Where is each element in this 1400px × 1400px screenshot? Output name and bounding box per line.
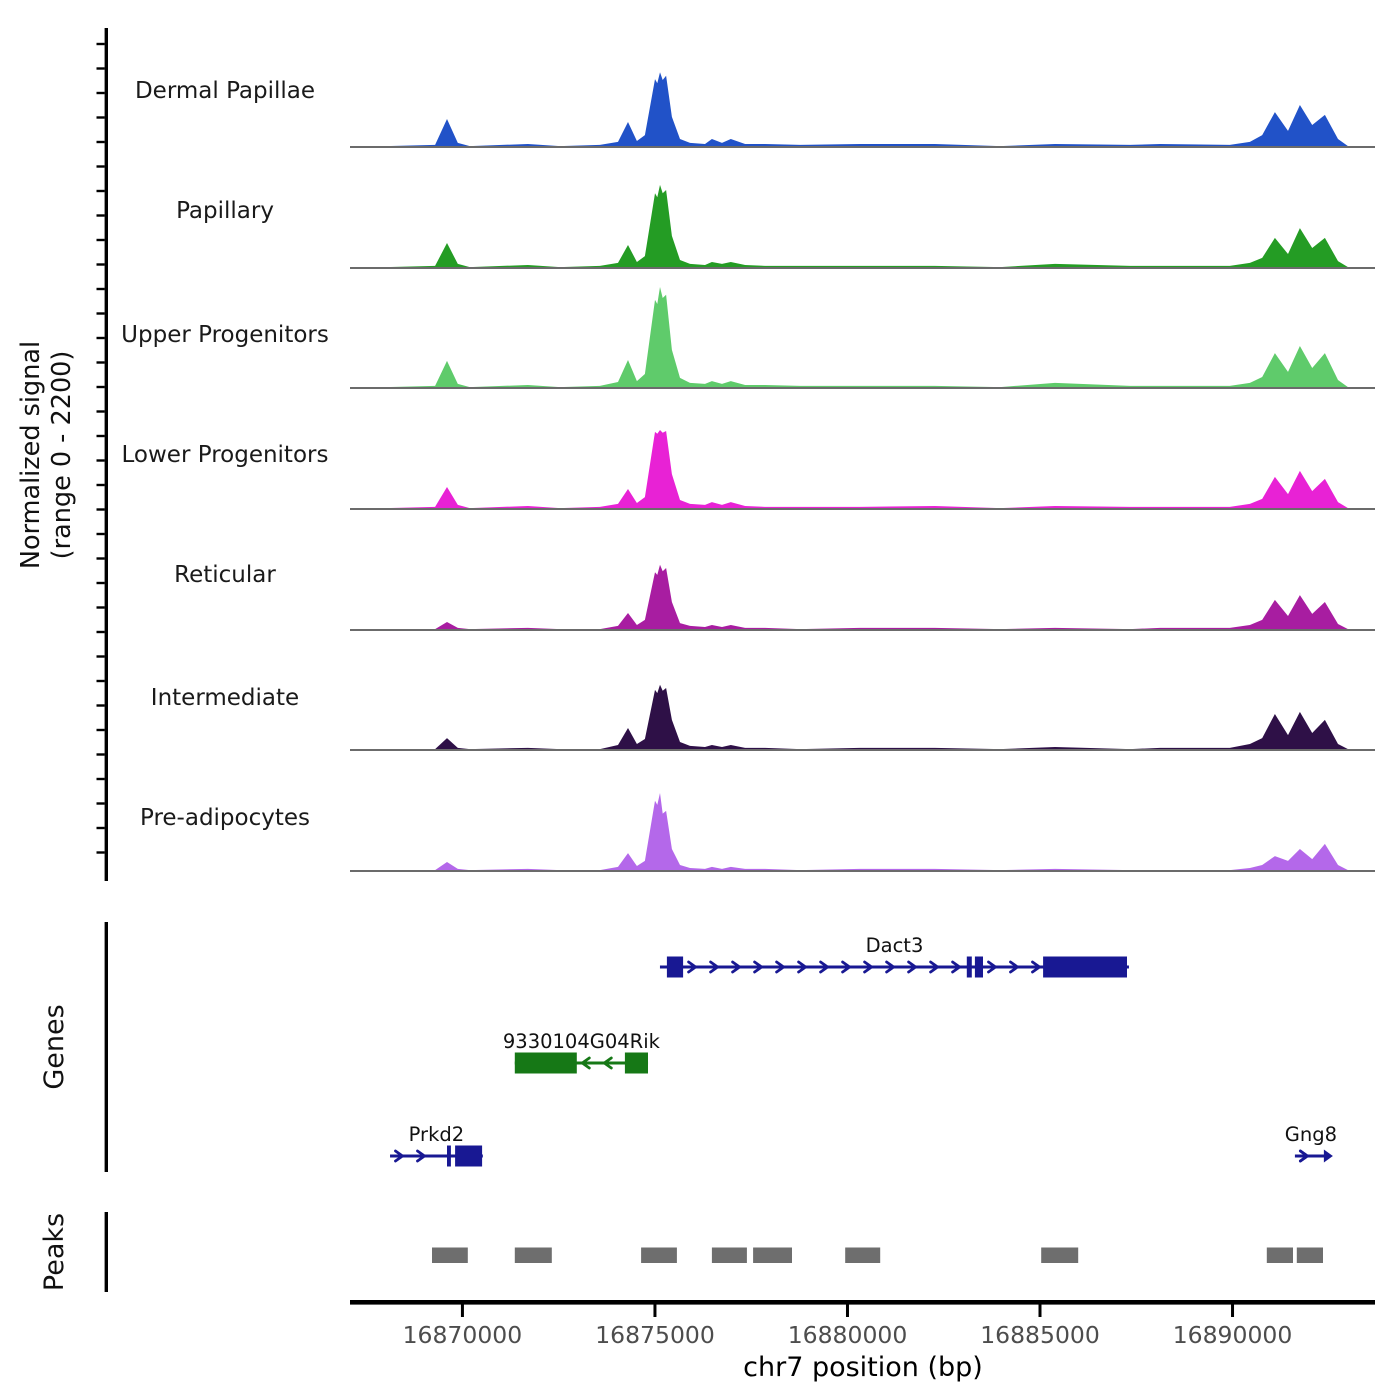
x-tick-label: 16870000 (402, 1321, 523, 1349)
signal-area (350, 685, 1375, 750)
signal-area (350, 430, 1375, 509)
gene-arrowhead-icon (1324, 1150, 1333, 1163)
signal-track-papillary (350, 185, 1375, 268)
signal-area (350, 793, 1375, 871)
peak-interval (1041, 1248, 1078, 1264)
gene-label-gng8: Gng8 (1284, 1123, 1338, 1146)
gene-model-prkd2 (390, 1123, 483, 1167)
gene-model-gng8 (1285, 1123, 1337, 1163)
peak-interval (845, 1248, 880, 1264)
gene-exon (515, 1053, 577, 1074)
signal-track-dermal-papillae (350, 72, 1375, 147)
track-label-intermediate: Intermediate (150, 685, 300, 711)
signal-track-reticular (350, 565, 1375, 630)
x-axis (350, 1300, 1375, 1349)
peaks-row (432, 1248, 1323, 1264)
signal-track-pre-adipocytes (350, 793, 1375, 871)
gene-exon (1043, 957, 1127, 978)
x-tick-label: 16875000 (595, 1321, 715, 1349)
track-label-pre-adipocytes: Pre-adipocytes (139, 805, 311, 831)
gene-exon (455, 1146, 482, 1167)
peak-interval (515, 1248, 552, 1264)
gene-exon (967, 957, 972, 978)
signal-area (350, 287, 1375, 388)
gene-model-9330104g04rik (503, 1030, 661, 1074)
x-tick-label: 16890000 (1172, 1321, 1293, 1349)
y-axis-label-line2: (range 0 - 2200) (47, 350, 77, 560)
gene-exon (975, 957, 983, 978)
gene-label-prkd2: Prkd2 (408, 1123, 465, 1146)
signal-track-intermediate (350, 685, 1375, 750)
peak-interval (712, 1248, 747, 1264)
gene-label-9330104g04rik: 9330104G04Rik (502, 1030, 660, 1053)
x-tick-label: 16885000 (980, 1321, 1100, 1349)
gene-exon (625, 1053, 648, 1074)
signal-area (350, 185, 1375, 268)
x-tick-label: 16880000 (787, 1321, 908, 1349)
peak-interval (641, 1248, 677, 1264)
gene-label-dact3: Dact3 (865, 934, 924, 957)
gene-exon (667, 957, 683, 978)
peak-interval (1297, 1248, 1323, 1264)
signal-track-lower-progenitors (350, 430, 1375, 509)
track-label-reticular: Reticular (174, 562, 276, 588)
genes-section-label: Genes (39, 1004, 70, 1090)
peak-interval (432, 1248, 468, 1264)
track-label-lower-progenitors: Lower Progenitors (121, 442, 329, 468)
track-label-upper-progenitors: Upper Progenitors (121, 322, 329, 348)
gene-model-dact3 (660, 934, 1129, 978)
peaks-section-label: Peaks (39, 1212, 70, 1292)
signal-area (350, 565, 1375, 630)
peak-interval (1267, 1248, 1293, 1264)
y-axis-label (16, 145, 80, 765)
track-label-papillary: Papillary (176, 198, 274, 224)
peak-interval (753, 1248, 792, 1264)
signal-track-upper-progenitors (350, 287, 1375, 388)
signal-area (350, 72, 1375, 147)
x-axis-title: chr7 position (bp) (743, 1352, 983, 1383)
gene-exon (447, 1146, 451, 1167)
y-axis-label-line1: Normalized signal (16, 340, 46, 570)
track-label-dermal-papillae: Dermal Papillae (134, 78, 316, 104)
